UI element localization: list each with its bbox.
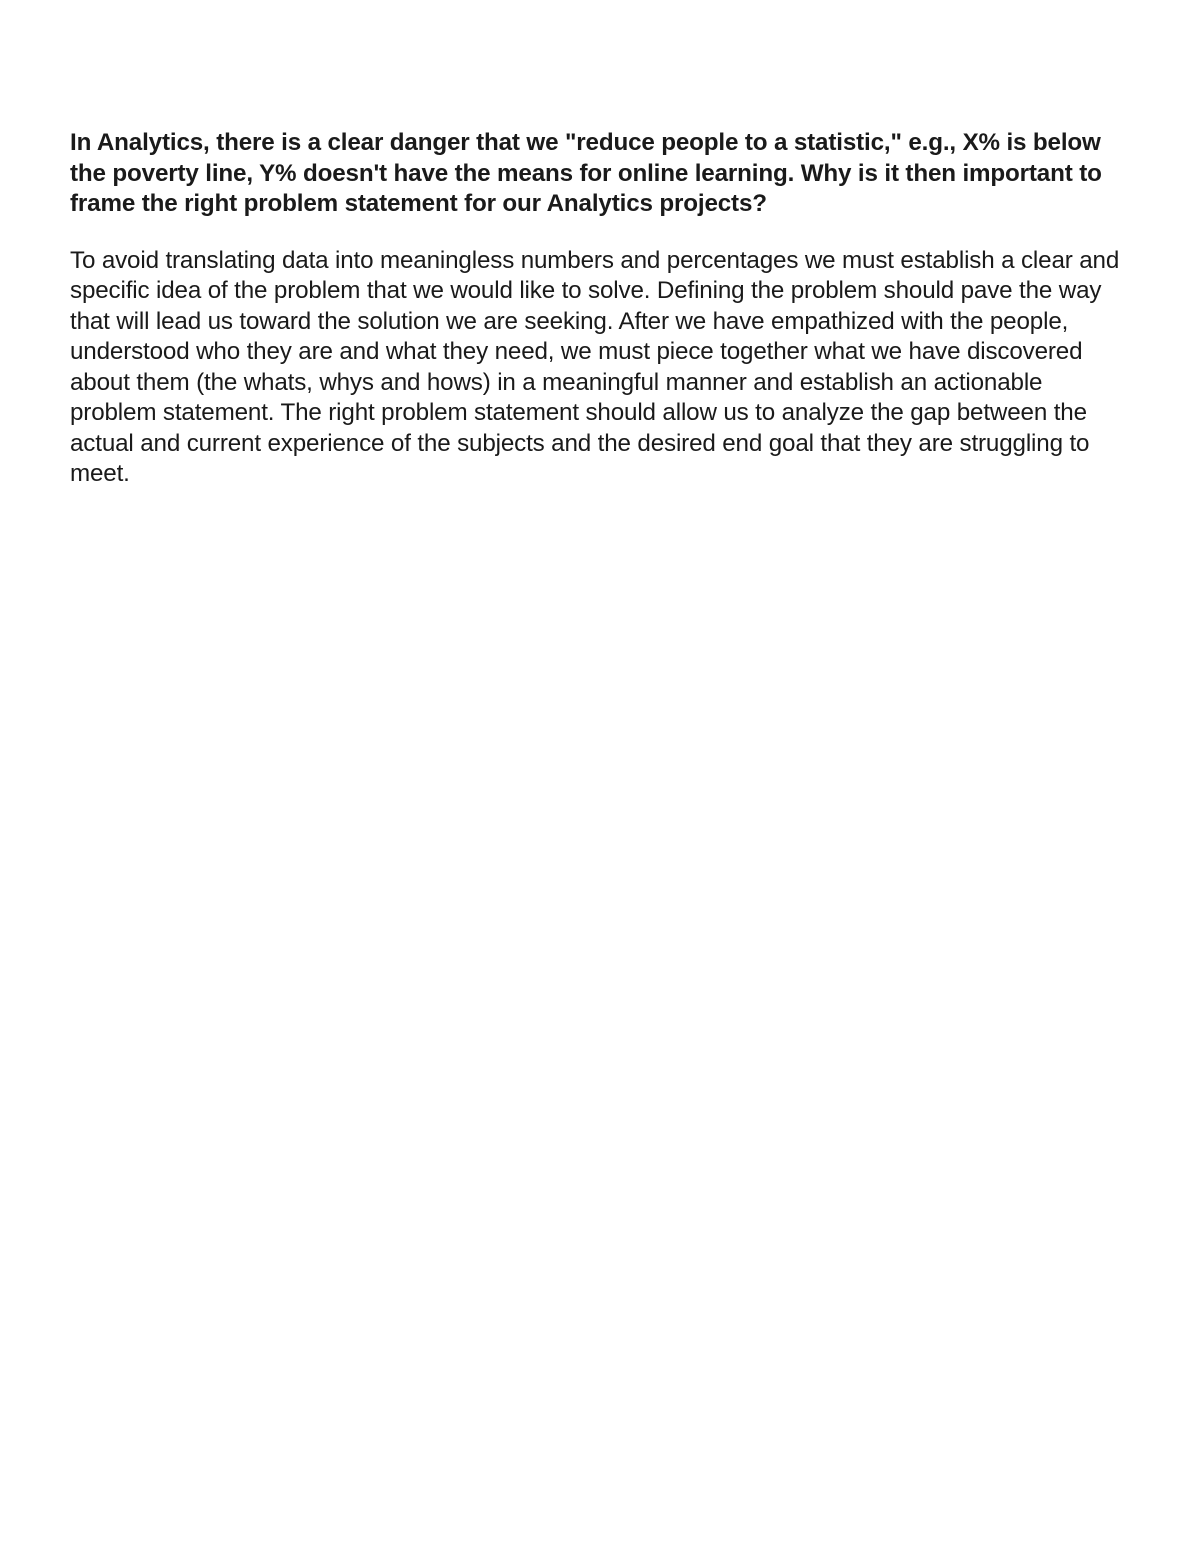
document-body xyxy=(70,128,1130,490)
question-heading: In Analytics, there is a clear danger that we "reduce people to a statistic," e.g., X% is below the poverty line, Y% doesn't have the means for online learning. Why is it then important to frame the right problem statement for our Analytics projects? xyxy=(70,129,1102,217)
answer-paragraph: To avoid translating data into meaningless numbers and percentages we must establish a clear and specific idea of the problem that we would like to solve. Defining the problem should pave the way that will lead us toward the solution we are seeking. After we have empathized with the people, understood who they are and what they need, we must piece together what we have discovered about them (the whats, whys and hows) in a meaningful manner and establish an actionable problem statement. The right problem statement should allow us to analyze the gap between the actual and current experience of the subjects and the desired end goal that they are struggling to meet. xyxy=(70,246,1120,487)
